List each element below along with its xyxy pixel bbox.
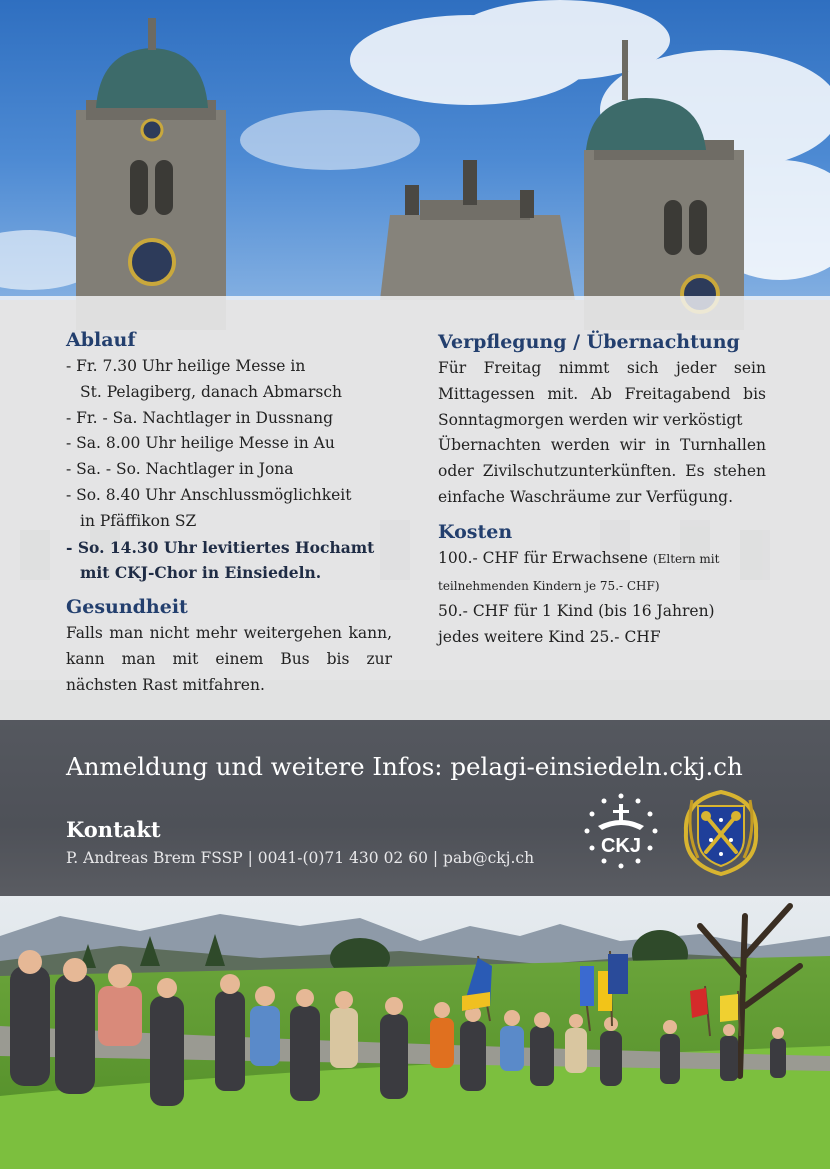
kosten-adult [438, 546, 766, 600]
contact-heading: Kontakt [66, 817, 161, 842]
verpflegung-text: Für Freitag nimmt sich jeder sein Mittagessen mit. Ab Freitagabend bis Sonntagmorgen werden wir verköstigt [438, 359, 766, 429]
list-item: - Sa. 8.00 Uhr heilige Messe in Au [66, 434, 335, 453]
pilgrims-illustration [0, 896, 830, 1169]
list-item: - Fr. 7.30 Uhr heilige Messe in [66, 357, 306, 375]
kosten-adult-price: 100.- CHF für Erwachsene [438, 548, 648, 567]
gesundheit-text: Falls man nicht mehr weitergehen kann, kann man mit einem Bus bis zur nächsten Rast mitfahren. [66, 624, 392, 694]
kosten-more: jedes weitere Kind 25.- CHF [438, 628, 661, 647]
list-item: - Sa. - So. Nachtlager in Jona [66, 460, 294, 479]
contact-details: P. Andreas Brem FSSP | 0041-(0)71 430 02 60 | pab@ckj.ch [66, 849, 535, 867]
ckj-logo-icon [580, 790, 662, 872]
pilgrimage-photo [0, 896, 830, 1169]
kosten-child: 50.- CHF für 1 Kind (bis 16 Jahren) [438, 602, 715, 621]
list-item: - So. 8.40 Uhr Anschlussmöglichkeit [66, 485, 352, 504]
kosten-heading: Kosten [438, 520, 513, 543]
list-item: in Pfäffikon SZ [80, 511, 197, 530]
gesundheit-heading: Gesundheit [66, 596, 188, 619]
uebernachtung-text: Übernachten werden wir in Turnhallen oder Zivilschutzunterkünften. Es stehen einfache Waschräume zur Verfügung. [438, 436, 766, 506]
list-item: - So. 14.30 Uhr levitiertes Hochamt [66, 537, 375, 557]
registration-title: Anmeldung und weitere Infos: pelagi-einsiedeln.ckj.ch [66, 752, 743, 781]
list-item: - Fr. - Sa. Nachtlager in Dussnang [66, 408, 333, 427]
list-item: mit CKJ-Chor in Einsiedeln. [80, 563, 322, 583]
right-column [438, 330, 766, 651]
list-item: St. Pelagiberg, danach Abmarsch [80, 382, 343, 401]
ckj-logo-text: CKJ [600, 835, 642, 857]
keys-crest-icon [676, 786, 766, 878]
ablauf-list [66, 354, 392, 586]
kosten-adult-note: (Eltern mit teilnehmenden Kindern je 75.- CHF) [438, 551, 720, 593]
left-column [66, 328, 392, 699]
verpflegung-heading: Verpflegung / Übernachtung [438, 331, 740, 353]
ablauf-heading: Ablauf [66, 329, 136, 351]
